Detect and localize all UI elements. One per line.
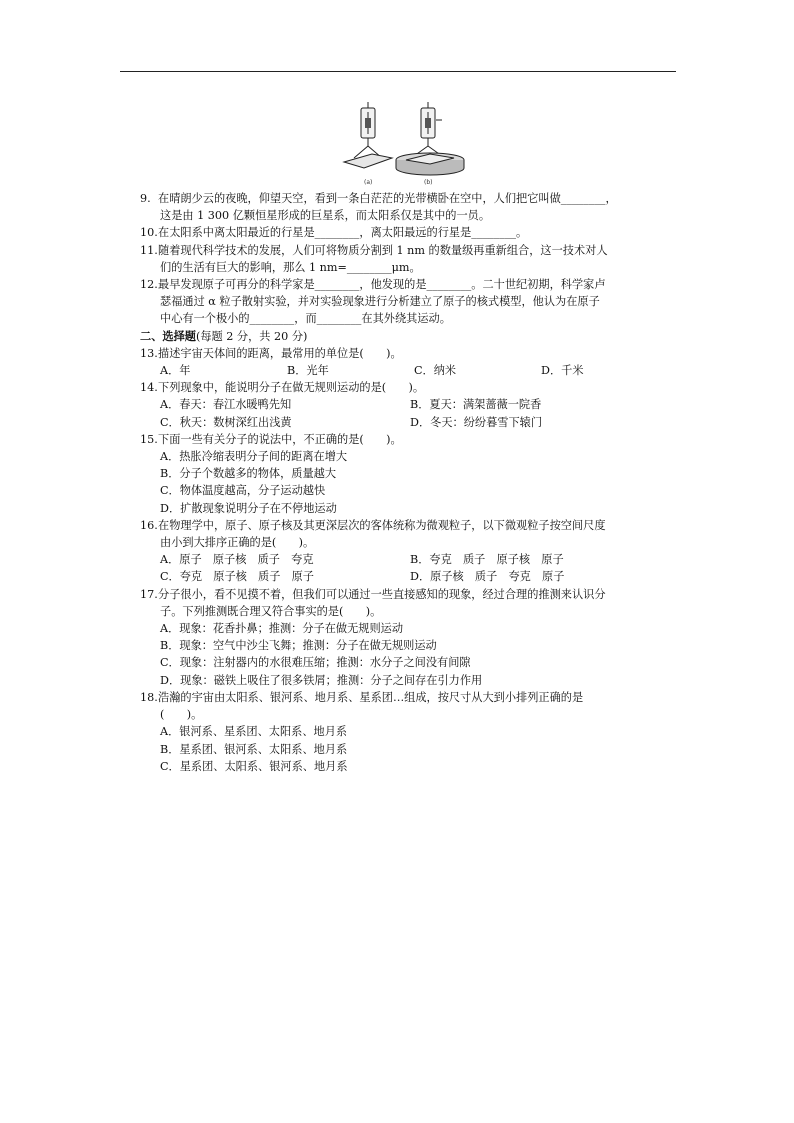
option-b: B．现象：空气中沙尘飞舞；推测：分子在做无规则运动 xyxy=(160,639,437,653)
header-rule xyxy=(120,71,676,72)
option-b: B．夏天：满架蔷薇一院香 xyxy=(410,398,542,412)
question-13: 13.描述宇宙天体间的距离，最常用的单位是( )。 A．年 B．光年 C．纳米 D．千米 xyxy=(140,345,680,379)
question-9: 9. 在晴朗少云的夜晚，仰望天空，看到一条白茫茫的光带横卧在空中，人们把它叫做________， 这是由 1 300 亿颗恒星形成的巨星系，而太阳系仅是其中的一员。 xyxy=(140,190,680,224)
option-d: D．扩散现象说明分子在不停地运动 xyxy=(160,501,337,515)
option-d: D．冬天：纷纷暮雪下辕门 xyxy=(410,415,543,429)
option-c: C．现象：注射器内的水很难压缩；推测：水分子之间没有间隙 xyxy=(160,656,471,670)
question-text: 瑟福通过 α 粒子散射实验，并对实验现象进行分析建立了原子的核式模型，他认为在原子 xyxy=(160,295,600,309)
figure-a-caption: (a) xyxy=(364,179,373,186)
option-a: A．现象：花香扑鼻；推测：分子在做无规则运动 xyxy=(160,622,404,636)
figure-a xyxy=(344,102,392,168)
question-stem: 分子很小，看不见摸不着，但我们可以通过一些直接感知的现象，经过合理的推测来认识分 xyxy=(158,587,606,601)
question-stem: 下列现象中，能说明分子在做无规则运动的是( )。 xyxy=(158,381,425,395)
option-a: A．原子 原子核 质子 夸克 xyxy=(160,553,314,567)
question-text: 这是由 1 300 亿颗恒星形成的巨星系，而太阳系仅是其中的一员。 xyxy=(160,209,491,223)
question-14: 14.下列现象中，能说明分子在做无规则运动的是( )。 A．春天：春江水暖鸭先知 B．夏天：满架蔷薇一院香 C．秋天：数树深红出浅黄 D．冬天：纷纷暮雪下辕门 xyxy=(140,379,680,431)
option-c: C．夸克 原子核 质子 原子 xyxy=(160,570,314,584)
question-stem: 浩瀚的宇宙由太阳系、银河系、地月系、星系团…组成，按尺寸从大到小排列正确的是 xyxy=(158,690,584,704)
option-c: C．纳米 xyxy=(414,364,457,378)
question-text: 最早发现原子可再分的科学家是________，他发现的是________。二十世纪初期，科学家卢 xyxy=(158,278,606,292)
question-15: 15.下面一些有关分子的说法中，不正确的是( )。 A．热胀冷缩表明分子间的距离在增大 B．分子个数越多的物体，质量越大 C．物体温度越高，分子运动越快 D．扩散现象说明分子在不停地运动 xyxy=(140,431,680,517)
option-a: A．银河系、星系团、太阳系、地月系 xyxy=(160,725,348,739)
option-d: D．原子核 质子 夸克 原子 xyxy=(410,570,565,584)
option-c: C．秋天：数树深红出浅黄 xyxy=(160,415,292,429)
question-text: 中心有一个极小的________，而________在其外绕其运动。 xyxy=(160,312,451,326)
question-stem: 子。下列推测既合理又符合事实的是( )。 xyxy=(160,604,382,618)
question-12: 12.最早发现原子可再分的科学家是________，他发现的是________。二十世纪初期，科学家卢 瑟福通过 α 粒子散射实验，并对实验现象进行分析建立了原子的核式模型，他认为在原子 中心有一个极小的________，而________在其外绕其运动。 xyxy=(140,276,680,328)
question-page xyxy=(140,190,680,775)
question-11: 11.随着现代科学技术的发展，人们可将物质分割到 1 nm 的数量级再重新组合，这一技术对人 们的生活有巨大的影响，那么 1 nm=________μm。 xyxy=(140,242,680,276)
question-text: 在晴朗少云的夜晚，仰望天空，看到一条白茫茫的光带横卧在空中，人们把它叫做________， xyxy=(158,192,617,205)
question-stem: 由小到大排序正确的是( )。 xyxy=(160,536,315,550)
option-b: B．光年 xyxy=(287,364,329,378)
question-16: 16.在物理学中，原子、原子核及其更深层次的客体统称为微观粒子，以下微观粒子按空间尺度 由小到大排序正确的是( )。 A．原子 原子核 质子 夸克 B．夸克 质子 原子核 原子 C．夸克 原子核 质子 原子 D．原子核 质子 夸克 原子 xyxy=(140,517,680,586)
question-text: 在太阳系中离太阳最近的行星是________，离太阳最远的行星是________。 xyxy=(158,226,528,240)
option-a: A．春天：春江水暖鸭先知 xyxy=(160,398,292,412)
figure-b-caption: (b) xyxy=(424,179,433,186)
option-b: B．分子个数越多的物体，质量越大 xyxy=(160,467,337,481)
option-c: C．物体温度越高，分子运动越快 xyxy=(160,484,326,498)
figure-b xyxy=(396,102,464,175)
spring-scale-figure xyxy=(330,100,470,188)
option-b: B．夸克 质子 原子核 原子 xyxy=(410,553,564,567)
option-c: C．星系团、太阳系、银河系、地月系 xyxy=(160,759,348,773)
question-text: 们的生活有巨大的影响，那么 1 nm=________μm。 xyxy=(160,260,421,274)
question-stem: ( )。 xyxy=(160,708,203,722)
question-stem: 下面一些有关分子的说法中，不正确的是( )。 xyxy=(158,432,402,446)
question-text: 随着现代科学技术的发展，人们可将物质分割到 1 nm 的数量级再重新组合，这一技术对人 xyxy=(158,243,608,257)
question-stem: 在物理学中，原子、原子核及其更深层次的客体统称为微观粒子，以下微观粒子按空间尺度 xyxy=(158,518,606,532)
question-stem: 描述宇宙天体间的距离，最常用的单位是( )。 xyxy=(158,346,402,360)
question-10: 10.在太阳系中离太阳最近的行星是________，离太阳最远的行星是________。 xyxy=(140,226,528,240)
option-a: A．年 xyxy=(160,364,191,378)
section-heading: 二、选择题(每题 2 分，共 20 分) xyxy=(140,328,308,343)
option-a: A．热胀冷缩表明分子间的距离在增大 xyxy=(160,450,348,464)
option-d: D．现象：磁铁上吸住了很多铁屑；推测：分子之间存在引力作用 xyxy=(160,673,483,687)
question-18: 18.浩瀚的宇宙由太阳系、银河系、地月系、星系团…组成，按尺寸从大到小排列正确的是 ( )。 A．银河系、星系团、太阳系、地月系 B．星系团、银河系、太阳系、地月系 C．星系团、太阳系、银河系、地月系 xyxy=(140,689,680,775)
question-17: 17.分子很小，看不见摸不着，但我们可以通过一些直接感知的现象，经过合理的推测来认识分 子。下列推测既合理又符合事实的是( )。 A．现象：花香扑鼻；推测：分子在做无规则运动 B．现象：空气中沙尘飞舞；推测：分子在做无规则运动 C．现象：注射器内的水很难压缩；推测：水分子之间没有间隙 D．现象：磁铁上吸住了很多铁屑；推测：分子之间存在引力作用 xyxy=(140,586,680,689)
option-d: D．千米 xyxy=(541,364,584,378)
option-b: B．星系团、银河系、太阳系、地月系 xyxy=(160,742,348,756)
